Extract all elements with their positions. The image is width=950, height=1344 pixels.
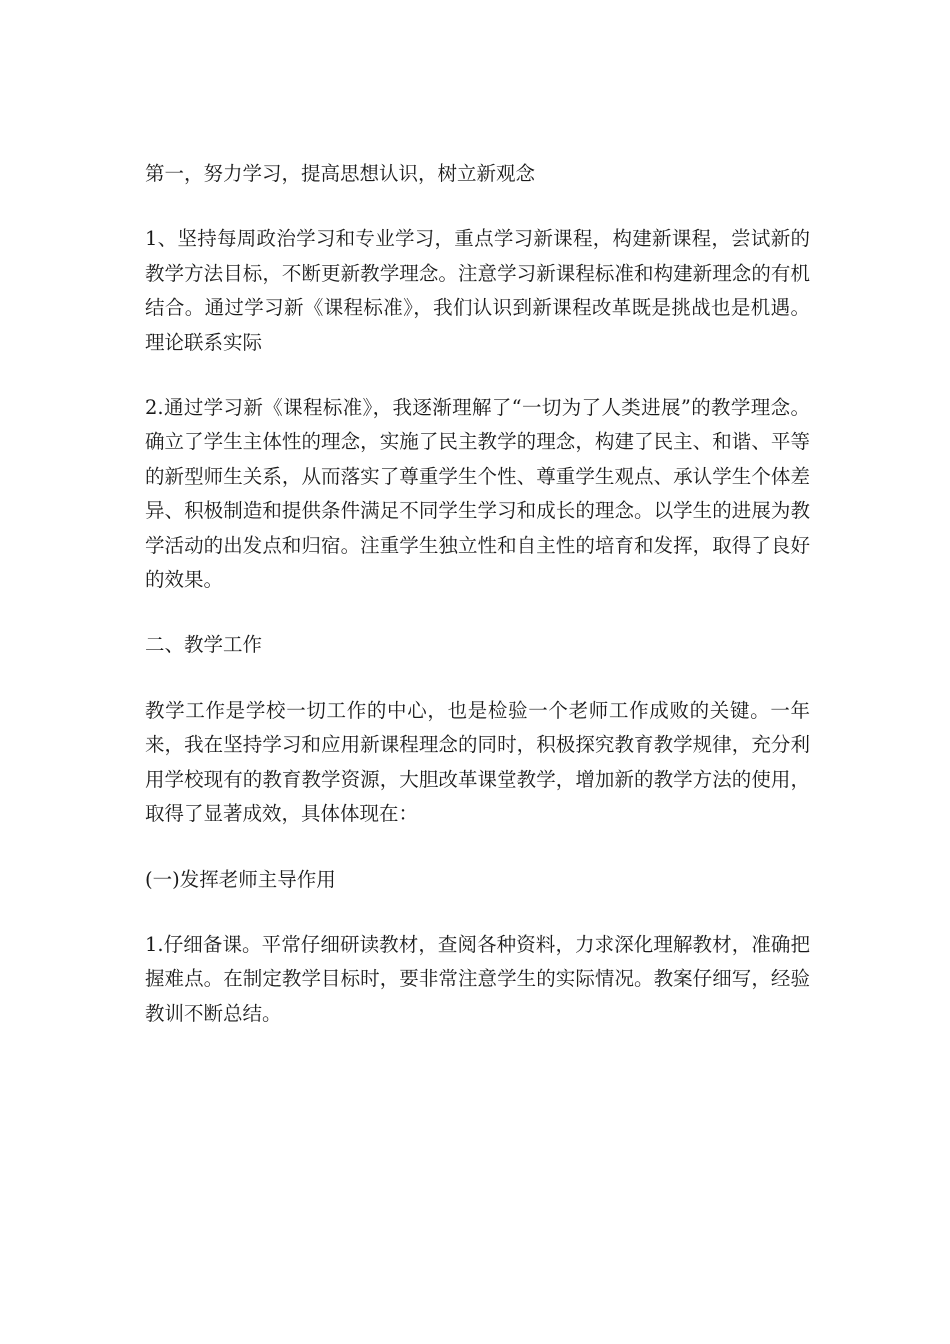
- document-body: [145, 157, 810, 1062]
- paragraph-item-1: 1、坚持每周政治学习和专业学习，重点学习新课程，构建新课程，尝试新的教学方法目标，不断更新教学理念。注意学习新课程标准和构建新理念的有机结合。通过学习新《课程标准》，我们认识到新课程改革既是挑战也是机遇。理论联系实际: [145, 227, 810, 354]
- section-heading-teaching: 二、教学工作: [145, 633, 263, 657]
- paragraph-teaching-intro: 教学工作是学校一切工作的中心，也是检验一个老师工作成败的关键。一年来，我在坚持学习和应用新课程理念的同时，积极探究教育教学规律，充分利用学校现有的教育教学资源，大胆改革课堂教学，增加新的教学方法的使用，取得了显著成效，具体体现在：: [145, 698, 810, 826]
- paragraph-lesson-prep: 1.仔细备课。平常仔细研读教材，查阅各种资料，力求深化理解教材，准确把握难点。在制定教学目标时，要非常注意学生的实际情况。教案仔细写，经验教训不断总结。: [145, 932, 810, 1025]
- paragraph-item-2: 2.通过学习新《课程标准》，我逐渐理解了“一切为了人类进展”的教学理念。确立了学生主体性的理念，实施了民主教学的理念，构建了民主、和谐、平等的新型师生关系，从而落实了尊重学生个性、尊重学生观点、承认学生个体差异、积极制造和提供条件满足不同学生学习和成长的理念。以学生的进展为教学活动的出发点和归宿。注重学生独立性和自主性的培育和发挥，取得了良好的效果。: [145, 396, 810, 592]
- subsection-heading-teacher-role: (一)发挥老师主导作用: [145, 867, 336, 891]
- section-heading-first: 第一，努力学习，提高思想认识，树立新观念: [145, 162, 536, 185]
